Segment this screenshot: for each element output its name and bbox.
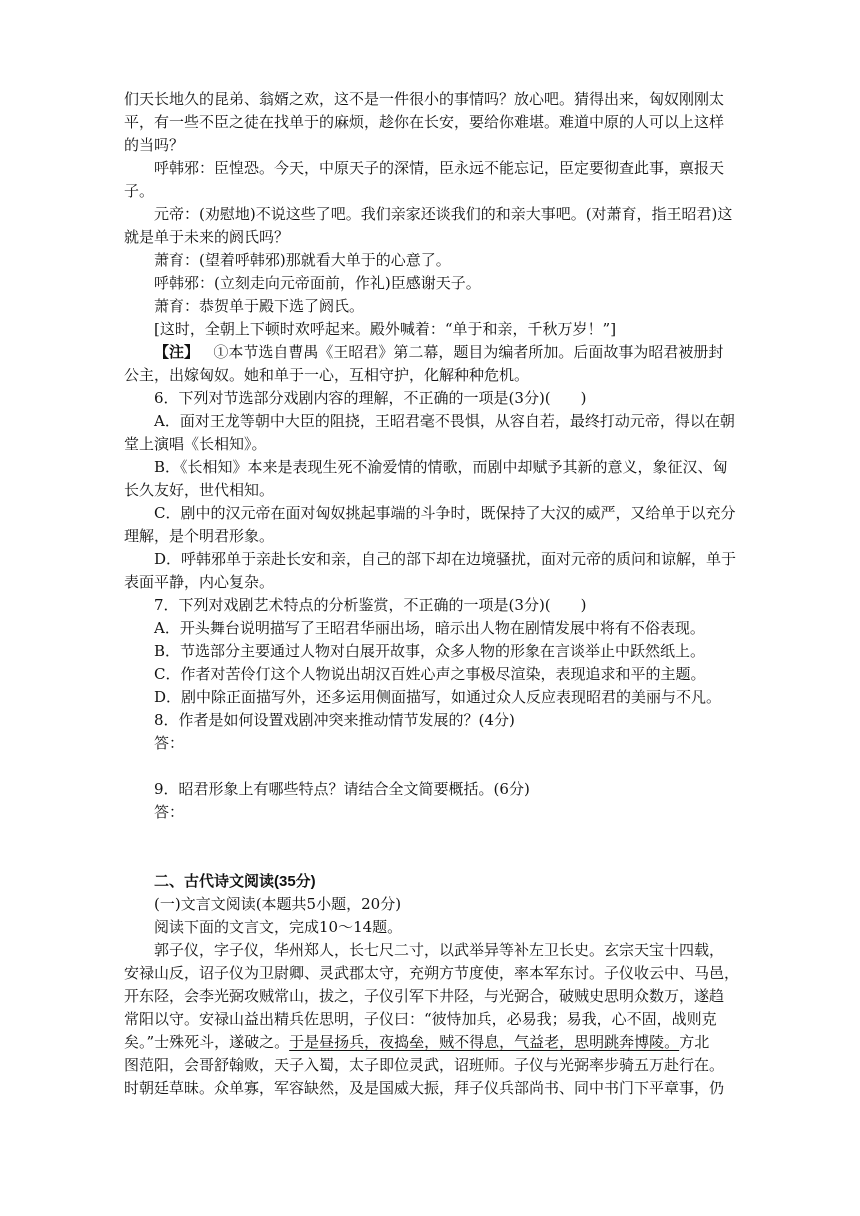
classical-text-line <box>124 1031 740 1054</box>
drama-line: 的当吗？ <box>124 136 185 154</box>
classical-text-line: 开东陉，会李光弼攻贼常山，拔之，子仪引军下井陉，与光弼合，破贼史思明众数万，遂趋 <box>124 987 725 1005</box>
q7-option-d: D．剧中除正面描写外，还多运用侧面描写，如通过众人反应表现昭君的美丽与不凡。 <box>154 688 722 706</box>
drama-line: 就是单于未来的阏氏吗？ <box>124 228 290 246</box>
q6-option-d-cont: 表面平静，内心复杂。 <box>124 573 275 591</box>
q6-option-b: B．《长相知》本来是表现生死不渝爱情的情歌，而剧中却赋予其新的意义，象征汉、匈 <box>154 458 728 476</box>
classical-text-line: 时朝廷草昧。众单寡，军容缺然，及是国威大振，拜子仪兵部尚书、同中书门下平章事，仍 <box>124 1079 725 1097</box>
section-title: 二、古代诗文阅读(35分) <box>154 873 316 890</box>
drama-line: 们天长地久的昆弟、翁婿之欢，这不是一件很小的事情吗？放心吧。猜得出来，匈奴刚刚太 <box>124 90 725 108</box>
q7-option-c: C．作者对苦伶仃这个人物说出胡汉百姓心声之事极尽渲染，表现追求和平的主题。 <box>154 665 706 683</box>
note-line: 公主，出嫁匈奴。她和单于一心，互相守护，化解种种危机。 <box>124 366 530 384</box>
q9-answer-label: 答： <box>154 803 185 821</box>
text-segment: 矣。”士殊死斗，遂破之。 <box>124 1033 290 1051</box>
note <box>124 341 740 364</box>
drama-line: 萧育：恭贺单于殿下选了阏氏。 <box>154 297 365 315</box>
note-label: 【注】 <box>154 344 200 361</box>
instruction: 阅读下面的文言文，完成10～14题。 <box>154 918 403 936</box>
text-segment: 方北 <box>679 1033 710 1051</box>
q6-option-a-cont: 堂上演唱《长相知》。 <box>124 435 267 453</box>
q6-option-c-cont: 理解，是个明君形象。 <box>124 527 275 545</box>
drama-line: 子。 <box>124 182 155 200</box>
classical-text-line: 安禄山反，诏子仪为卫尉卿、灵武郡太守，充朔方节度使，率本军东讨。子仪收云中、马邑， <box>124 964 740 982</box>
q6-option-b-cont: 长久友好，世代相知。 <box>124 481 275 499</box>
question-7-stem: 7．下列对戏剧艺术特点的分析鉴赏，不正确的一项是(3分)( ) <box>154 596 587 614</box>
q6-option-c: C．剧中的汉元帝在面对匈奴挑起事端的斗争时，既保持了大汉的威严，又给单于以充分 <box>154 504 736 522</box>
classical-text-line: 图范阳，会哥舒翰败，天子入蜀，太子即位灵武，诏班师。子仪与光弼率步骑五万赴行在。 <box>124 1056 725 1074</box>
question-9-stem: 9．昭君形象上有哪些特点？请结合全文简要概括。(6分) <box>154 780 530 798</box>
answer-space <box>124 824 740 870</box>
subsection-title: (一)文言文阅读(本题共5小题，20分) <box>154 895 402 913</box>
q7-option-b: B．节选部分主要通过人物对白展开故事，众多人物的形象在言谈举止中跃然纸上。 <box>154 642 706 660</box>
q7-option-a: A．开头舞台说明描写了王昭君华丽出场，暗示出人物在剧情发展中将有不俗表现。 <box>154 619 705 637</box>
drama-line: 呼韩邪：(立刻走向元帝面前，作礼)臣感谢天子。 <box>154 274 481 292</box>
drama-line: 元帝：(劝慰地)不说这些了吧。我们亲家还谈我们的和亲大事吧。(对萧育，指王昭君)这 <box>154 205 733 223</box>
drama-line: 平，有一些不臣之徒在找单于的麻烦，趁你在长安，要给你难堪。难道中原的人可以上这样 <box>124 113 725 131</box>
drama-line: 萧育：(望着呼韩邪)那就看大单于的心意了。 <box>154 251 451 269</box>
answer-space <box>124 755 740 778</box>
stage-direction: [这时，全朝上下顿时欢呼起来。殿外喊着：“单于和亲，千秋万岁！”] <box>154 320 617 338</box>
classical-text-line: 郭子仪，字子仪，华州郑人，长七尺二寸，以武举异等补左卫长史。玄宗天宝十四载， <box>154 941 725 959</box>
note-text: ①本节选自曹禺《王昭君》第二幕，题目为编者所加。后面故事为昭君被册封 <box>213 343 724 361</box>
document-page <box>124 88 740 1100</box>
classical-text-line: 常阳以守。安禄山益出精兵佐思明，子仪曰：“彼恃加兵，必易我；易我，心不固，战则克 <box>124 1010 717 1028</box>
question-6-stem: 6．下列对节选部分戏剧内容的理解，不正确的一项是(3分)( ) <box>154 389 587 407</box>
question-8-stem: 8．作者是如何设置戏剧冲突来推动情节发展的？(4分) <box>154 711 515 729</box>
q6-option-d: D．呼韩邪单于亲赴长安和亲，自己的部下却在边境骚扰，面对元帝的质问和谅解，单于 <box>154 550 737 568</box>
underlined-sentence: 于是昼扬兵，夜捣垒，贼不得息，气益老，思明跳奔博陵。 <box>289 1033 680 1051</box>
drama-line: 呼韩邪：臣惶恐。今天，中原天子的深情，臣永远不能忘记，臣定要彻查此事，禀报天 <box>154 159 725 177</box>
q6-option-a: A．面对王龙等朝中大臣的阻挠，王昭君毫不畏惧，从容自若，最终打动元帝，得以在朝 <box>154 412 735 430</box>
q8-answer-label: 答： <box>154 734 185 752</box>
